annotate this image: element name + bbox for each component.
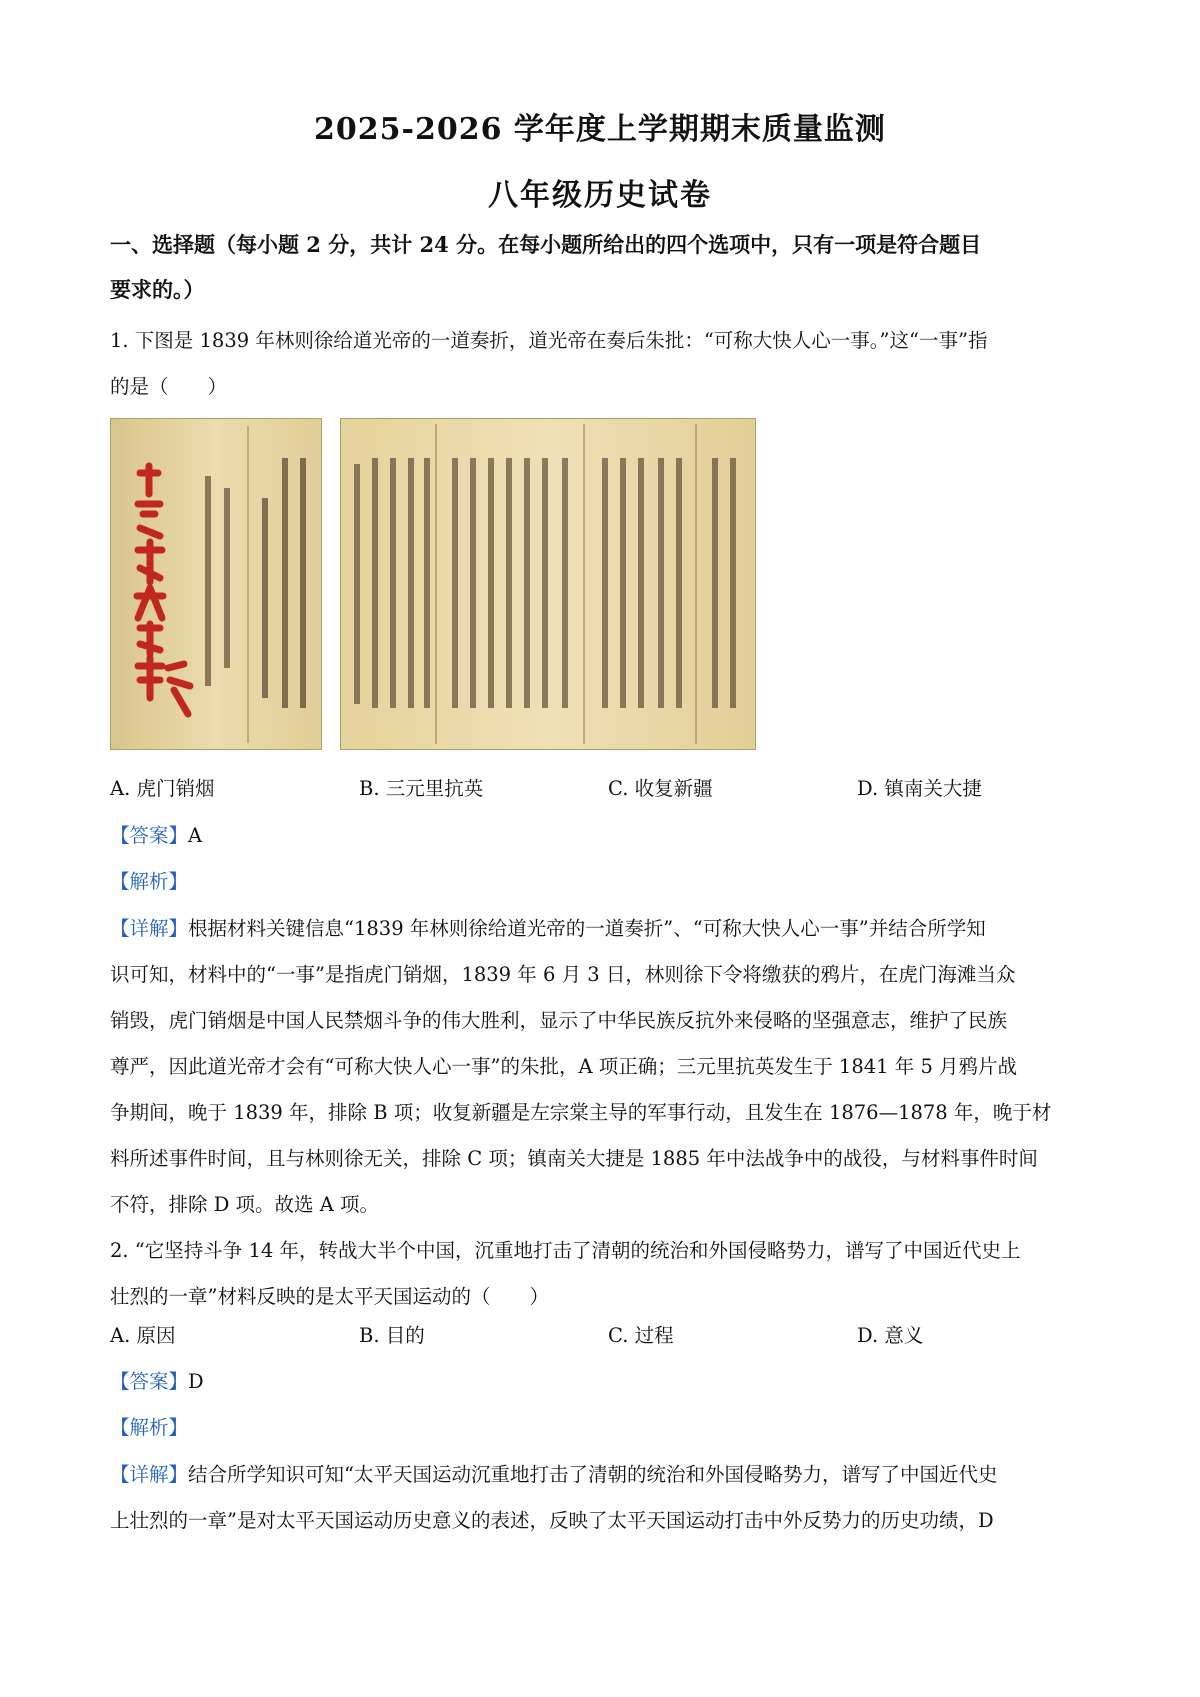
q1-stem-line2: 的是（ ） xyxy=(110,375,228,398)
option-text: 目的 xyxy=(385,1324,425,1347)
detail-text: 结合所学知识可知“太平天国运动沉重地打击了清朝的统治和外国侵略势力，谱写了中国近代史 xyxy=(188,1463,998,1486)
q1-option-d[interactable] xyxy=(857,773,982,801)
q2-stem-line2: 壮烈的一章”材料反映的是太平天国运动的（ ） xyxy=(110,1285,549,1308)
memorial-image-left xyxy=(110,418,322,750)
q1-detail-line: 识可知，材料中的“一事”是指虎门销烟，1839 年 6 月 3 日，林则徐下令将缴获的鸦片，在虎门海滩当众 xyxy=(110,963,1016,986)
option-text: 镇南关大捷 xyxy=(884,777,982,800)
option-text: 虎门销烟 xyxy=(136,777,215,800)
q1-stem-line1: 1. 下图是 1839 年林则徐给道光帝的一道奏折，道光帝在奏后朱批：“可称大快人心一事。”这“一事”指 xyxy=(110,329,988,352)
section-heading-line2: 要求的。） xyxy=(110,277,205,302)
answer-tag: 【答案】 xyxy=(110,824,189,847)
q1-answer xyxy=(110,820,202,848)
q2-option-a[interactable] xyxy=(110,1320,176,1348)
analysis-tag: 【解析】 xyxy=(110,1416,189,1439)
section-heading-line1: 一、选择题（每小题 2 分，共计 24 分。在每小题所给出的四个选项中，只有一项是符合题目 xyxy=(110,232,982,257)
q1-detail-line: 争期间，晚于 1839 年，排除 B 项；收复新疆是左宗棠主导的军事行动，且发生在 1876—1878 年，晚于材 xyxy=(110,1101,1052,1124)
option-label: A. xyxy=(110,1324,131,1347)
q2-stem-line1: 2. “它坚持斗争 14 年，转战大半个中国，沉重地打击了清朝的统治和外国侵略势力，谱写了中国近代史上 xyxy=(110,1239,1021,1262)
answer-tag: 【答案】 xyxy=(110,1370,189,1393)
exam-title: 2025-2026 学年度上学期期末质量监测 xyxy=(314,112,886,147)
analysis-tag: 【解析】 xyxy=(110,870,189,893)
q2-analysis xyxy=(110,1412,188,1440)
option-label: D. xyxy=(857,777,879,800)
q2-detail-line: 上壮烈的一章”是对太平天国运动历史意义的表述，反映了太平天国运动打击中外反势力的历史功绩，D xyxy=(110,1509,994,1532)
q2-answer xyxy=(110,1366,204,1394)
q2-option-c[interactable] xyxy=(608,1320,674,1348)
detail-tag: 【详解】 xyxy=(110,1463,189,1486)
option-text: 原因 xyxy=(136,1324,176,1347)
q2-detail-line xyxy=(110,1452,1100,1498)
option-text: 过程 xyxy=(634,1324,674,1347)
option-label: D. xyxy=(857,1324,879,1347)
q1-options xyxy=(110,773,1100,813)
q2-option-b[interactable] xyxy=(359,1320,425,1348)
q2-option-d[interactable] xyxy=(857,1320,923,1348)
option-text: 收复新疆 xyxy=(634,777,713,800)
option-label: C. xyxy=(608,777,629,800)
q1-detail-line: 尊严，因此道光帝才会有“可称大快人心一事”的朱批，A 项正确；三元里抗英发生于 1841 年 5 月鸦片战 xyxy=(110,1055,1018,1078)
q1-option-a[interactable] xyxy=(110,773,215,801)
q1-option-c[interactable] xyxy=(608,773,713,801)
option-label: C. xyxy=(608,1324,629,1347)
q1-analysis xyxy=(110,866,188,894)
answer-value: A xyxy=(188,824,203,847)
detail-text: 根据材料关键信息“1839 年林则徐给道光帝的一道奏折”、“可称大快人心一事”并结合所学知 xyxy=(188,917,986,940)
q2-options xyxy=(110,1320,1100,1360)
option-label: B. xyxy=(359,1324,380,1347)
detail-tag: 【详解】 xyxy=(110,917,189,940)
q1-detail-line xyxy=(110,906,1100,952)
exam-subtitle: 八年级历史试卷 xyxy=(488,178,712,213)
answer-value: D xyxy=(188,1370,204,1393)
option-label: A. xyxy=(110,777,131,800)
q1-option-b[interactable] xyxy=(359,773,483,801)
memorial-image-right xyxy=(340,418,756,750)
option-text: 意义 xyxy=(884,1324,924,1347)
q1-detail-line: 不符，排除 D 项。故选 A 项。 xyxy=(110,1193,380,1216)
option-text: 三元里抗英 xyxy=(385,777,484,800)
option-label: B. xyxy=(359,777,380,800)
q1-detail-line: 销毁，虎门销烟是中国人民禁烟斗争的伟大胜利，显示了中华民族反抗外来侵略的坚强意志，维护了民族 xyxy=(110,1009,1008,1032)
q1-detail-line: 料所述事件时间，且与林则徐无关，排除 C 项；镇南关大捷是 1885 年中法战争中的战役，与材料事件时间 xyxy=(110,1147,1038,1170)
